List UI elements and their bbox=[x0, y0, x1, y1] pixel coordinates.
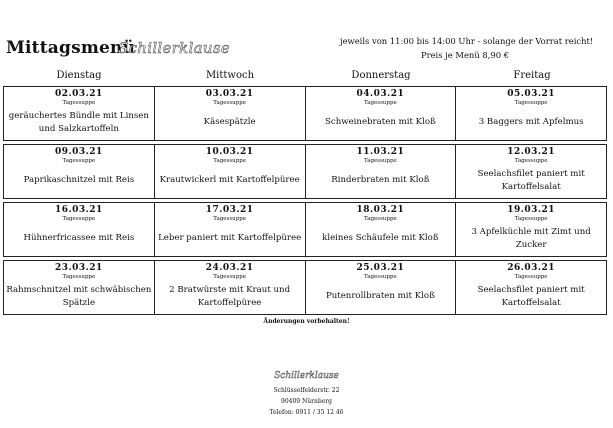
soup-label: Tagessuppe bbox=[213, 216, 247, 222]
footer-phone: Telefon: 0911 / 35 12 46 bbox=[269, 409, 344, 416]
week-row-4 bbox=[3, 260, 607, 315]
menu-cell bbox=[4, 203, 155, 256]
menu-cell bbox=[4, 87, 155, 140]
dish-name: Käsespätzle bbox=[203, 117, 256, 127]
menu-cell bbox=[456, 145, 606, 198]
menu-date: 24.03.21 bbox=[205, 263, 254, 273]
menu-cell bbox=[306, 87, 457, 140]
soup-label: Tagessuppe bbox=[514, 158, 548, 164]
dish-name: kleines Schäufele mit Kloß bbox=[322, 233, 439, 243]
menu-cell bbox=[306, 145, 457, 198]
footer-street: Schlüsselfelderstr. 22 bbox=[273, 387, 340, 394]
menu-date: 17.03.21 bbox=[205, 205, 254, 215]
footer-city: 90409 Nürnberg bbox=[281, 398, 332, 405]
menu-date: 23.03.21 bbox=[54, 263, 103, 273]
soup-label: Tagessuppe bbox=[363, 158, 397, 164]
menu-date: 03.03.21 bbox=[205, 89, 254, 99]
menu-date: 05.03.21 bbox=[507, 89, 556, 99]
day-header-wednesday: Mittwoch bbox=[205, 70, 255, 81]
menu-date: 09.03.21 bbox=[54, 147, 103, 157]
soup-label: Tagessuppe bbox=[363, 274, 397, 280]
week-row-2 bbox=[3, 144, 607, 199]
day-header-thursday: Donnerstag bbox=[351, 70, 411, 81]
restaurant-logo: Schillerklause bbox=[118, 39, 231, 57]
soup-label: Tagessuppe bbox=[213, 274, 247, 280]
dish-name: 3 Apfelküchle mit Zimt und Zucker bbox=[471, 226, 591, 250]
menu-cell bbox=[4, 145, 155, 198]
menu-cell bbox=[456, 261, 606, 314]
soup-label: Tagessuppe bbox=[363, 100, 397, 106]
menu-date: 02.03.21 bbox=[54, 89, 103, 99]
soup-label: Tagessuppe bbox=[62, 100, 96, 106]
dish-name: Hühnerfricassee mit Reis bbox=[23, 233, 135, 243]
dish-name: Rahmschnitzel mit schwäbischen Spätzle bbox=[6, 284, 152, 308]
menu-date: 19.03.21 bbox=[507, 205, 556, 215]
soup-label: Tagessuppe bbox=[62, 216, 96, 222]
soup-label: Tagessuppe bbox=[363, 216, 397, 222]
menu-date: 26.03.21 bbox=[507, 263, 556, 273]
dish-name: Putenrollbraten mit Kloß bbox=[325, 291, 435, 301]
menu-title: Mittagsmenü bbox=[6, 38, 136, 58]
week-row-3 bbox=[3, 202, 607, 257]
menu-cell bbox=[155, 203, 306, 256]
menu-date: 10.03.21 bbox=[205, 147, 254, 157]
menu-cell bbox=[155, 261, 306, 314]
dish-name: Schweinebraten mit Kloß bbox=[325, 117, 436, 127]
dish-name: 2 Bratwürste mit Kraut und Kartoffelpüree bbox=[169, 284, 291, 308]
dish-name: 3 Baggers mit Apfelmus bbox=[478, 117, 584, 127]
soup-label: Tagessuppe bbox=[213, 100, 247, 106]
menu-date: 25.03.21 bbox=[356, 263, 405, 273]
footer-logo: Schillerklause bbox=[274, 371, 339, 381]
menu-cell bbox=[155, 87, 306, 140]
day-header-tuesday: Dienstag bbox=[56, 70, 102, 81]
dish-name: Seelachsfilet paniert mit Kartoffelsalat bbox=[477, 168, 585, 192]
soup-label: Tagessuppe bbox=[62, 274, 96, 280]
opening-hours-text: jeweils von 11:00 bis 14:00 Uhr - solange der Vorrat reicht! bbox=[340, 36, 594, 46]
week-row-1 bbox=[3, 86, 607, 141]
menu-cell bbox=[456, 203, 606, 256]
dish-name: Seelachsfilet paniert mit Kartoffelsalat bbox=[477, 284, 585, 308]
menu-cell bbox=[306, 261, 457, 314]
menu-date: 18.03.21 bbox=[356, 205, 405, 215]
dish-name: Leber paniert mit Kartoffelpüree bbox=[158, 233, 302, 243]
soup-label: Tagessuppe bbox=[514, 100, 548, 106]
soup-label: Tagessuppe bbox=[514, 274, 548, 280]
menu-date: 16.03.21 bbox=[54, 205, 103, 215]
menu-date: 11.03.21 bbox=[356, 147, 405, 157]
dish-name: Rinderbraten mit Kloß bbox=[331, 175, 430, 185]
menu-cell bbox=[456, 87, 606, 140]
day-header-friday: Freitag bbox=[513, 70, 551, 81]
header-info bbox=[340, 34, 594, 62]
menu-date: 04.03.21 bbox=[356, 89, 405, 99]
changes-reserved-note: Änderungen vorbehalten! bbox=[263, 318, 350, 325]
soup-label: Tagessuppe bbox=[62, 158, 96, 164]
menu-cell bbox=[306, 203, 457, 256]
dish-name: geräuchertes Bündle mit Linsen und Salzkartoffeln bbox=[8, 110, 149, 134]
dish-name: Paprikaschnitzel mit Reis bbox=[23, 175, 135, 185]
menu-cell bbox=[155, 145, 306, 198]
dish-name: Krautwickerl mit Kartoffelpüree bbox=[159, 175, 300, 185]
soup-label: Tagessuppe bbox=[213, 158, 247, 164]
menu-date: 12.03.21 bbox=[507, 147, 556, 157]
price-text: Preis je Menü 8,90 € bbox=[420, 50, 510, 60]
soup-label: Tagessuppe bbox=[514, 216, 548, 222]
menu-cell bbox=[4, 261, 155, 314]
